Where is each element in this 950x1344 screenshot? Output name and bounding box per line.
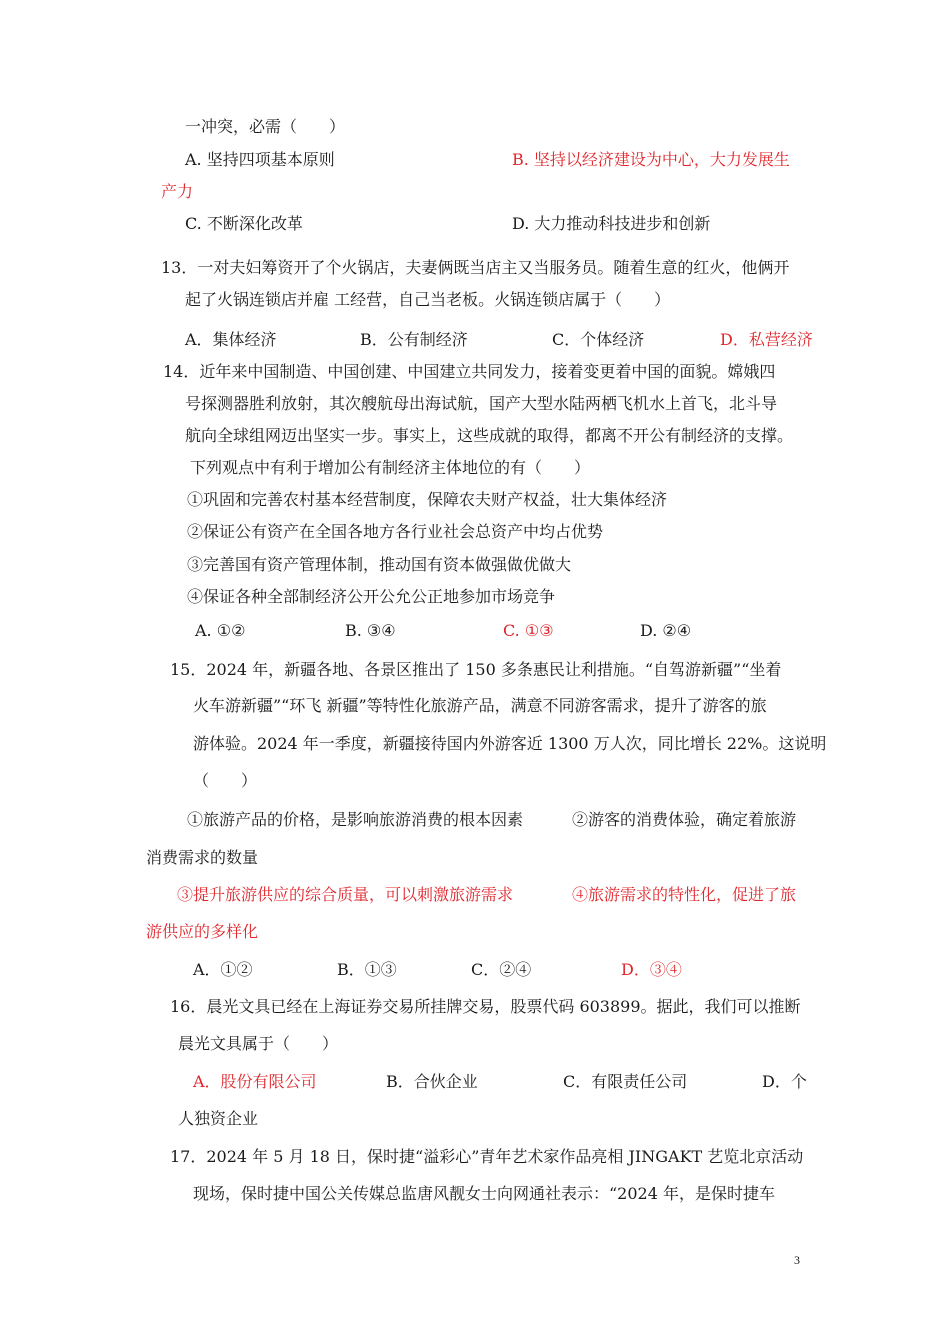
- q14-stem-line4: 下列观点中有利于增加公有制经济主体地位的有（ ）: [190, 458, 591, 477]
- q16-option-d-cont: 人独资企业: [178, 1109, 259, 1128]
- q15-option-b: B．①③: [337, 960, 397, 979]
- q14-statement-3: ③完善国有资产管理体制，推动国有资本做强做优做大: [187, 555, 572, 574]
- q15-option-a: A．①②: [193, 960, 253, 979]
- q16-option-a: A．股份有限公司: [193, 1072, 317, 1091]
- q15-stem-line4: （ ）: [193, 771, 258, 790]
- q17-stem-line2: 现场，保时捷中国公关传媒总监唐风靓女士向网通社表示：“2024 年，是保时捷车: [193, 1184, 775, 1203]
- q15-statement-4-cont: 游供应的多样化: [146, 922, 259, 941]
- q13-stem-line1: 13．一对夫妇筹资开了个火锅店，夫妻俩既当店主又当服务员。随着生意的红火，他俩开: [161, 258, 790, 277]
- q14-option-b: B. ③④: [345, 621, 396, 640]
- q12-option-c: C. 不断深化改革: [185, 214, 303, 233]
- q15-statement-1: ①旅游产品的价格，是影响旅游消费的根本因素: [187, 810, 524, 829]
- q15-statement-3: ③提升旅游供应的综合质量，可以刺激旅游需求: [177, 885, 514, 904]
- q12-stem-tail: 一冲突，必需（ ）: [185, 117, 346, 136]
- q15-option-d: D．③④: [621, 960, 682, 979]
- q14-stem-line3: 航向全球组网迈出坚实一步。事实上，这些成就的取得，都离不开公有制经济的支撑。: [185, 426, 794, 445]
- q16-option-d: D．个: [762, 1072, 807, 1091]
- q16-option-c: C．有限责任公司: [563, 1072, 688, 1091]
- q13-option-a: A．集体经济: [185, 330, 277, 349]
- q12-option-d: D. 大力推动科技进步和创新: [512, 214, 711, 233]
- q17-stem-line1: 17．2024 年 5 月 18 日，保时捷“溢彩心”青年艺术家作品亮相 JINGAKT 艺览北京活动: [170, 1147, 804, 1166]
- q14-stem-line2: 号探测器胜利放射，其次艘航母出海试航，国产大型水陆两栖飞机水上首飞，北斗导: [185, 394, 778, 413]
- q14-option-d: D. ②④: [640, 621, 692, 640]
- q15-statement-2-cont: 消费需求的数量: [146, 848, 259, 867]
- q13-option-d: D．私营经济: [720, 330, 813, 349]
- q15-stem-line2: 火车游新疆”“环飞 新疆”等特性化旅游产品，满意不同游客需求，提升了游客的旅: [193, 696, 767, 715]
- q13-option-b: B．公有制经济: [360, 330, 468, 349]
- q15-statement-4: ④旅游需求的特性化，促进了旅: [572, 885, 797, 904]
- q12-option-b-cont: 产力: [161, 182, 194, 201]
- q14-statement-2: ②保证公有资产在全国各地方各行业社会总资产中均占优势: [187, 522, 604, 541]
- q15-statement-2: ②游客的消费体验，确定着旅游: [572, 810, 797, 829]
- q16-stem-line2: 晨光文具属于（ ）: [178, 1034, 339, 1053]
- page-number: 3: [794, 1253, 800, 1267]
- q14-stem-line1: 14．近年来中国制造、中国创建、中国建立共同发力，接着变更着中国的面貌。嫦娥四: [163, 362, 776, 381]
- q14-option-c: C. ①③: [503, 621, 554, 640]
- q15-option-c: C．②④: [471, 960, 532, 979]
- q14-option-a: A. ①②: [195, 621, 246, 640]
- q12-option-a: A. 坚持四项基本原则: [185, 150, 335, 169]
- q16-stem-line1: 16．晨光文具已经在上海证券交易所挂牌交易，股票代码 603899。据此，我们可以推断: [170, 997, 801, 1016]
- q14-statement-4: ④保证各种全部制经济公开公允公正地参加市场竞争: [187, 587, 556, 606]
- q15-stem-line3: 游体验。2024 年一季度，新疆接待国内外游客近 1300 万人次，同比增长 22%。这说明: [193, 734, 827, 753]
- q12-option-b: B. 坚持以经济建设为中心，大力发展生: [512, 150, 790, 169]
- q16-option-b: B．合伙企业: [386, 1072, 478, 1091]
- q15-stem-line1: 15．2024 年，新疆各地、各景区推出了 150 多条惠民让利措施。“自驾游新疆”“坐着: [170, 660, 782, 679]
- q13-option-c: C．个体经济: [552, 330, 645, 349]
- q13-stem-line2: 起了火锅连锁店并雇 工经营，自己当老板。火锅连锁店属于（ ）: [185, 290, 671, 309]
- q14-statement-1: ①巩固和完善农村基本经营制度，保障农夫财产权益，壮大集体经济: [187, 490, 668, 509]
